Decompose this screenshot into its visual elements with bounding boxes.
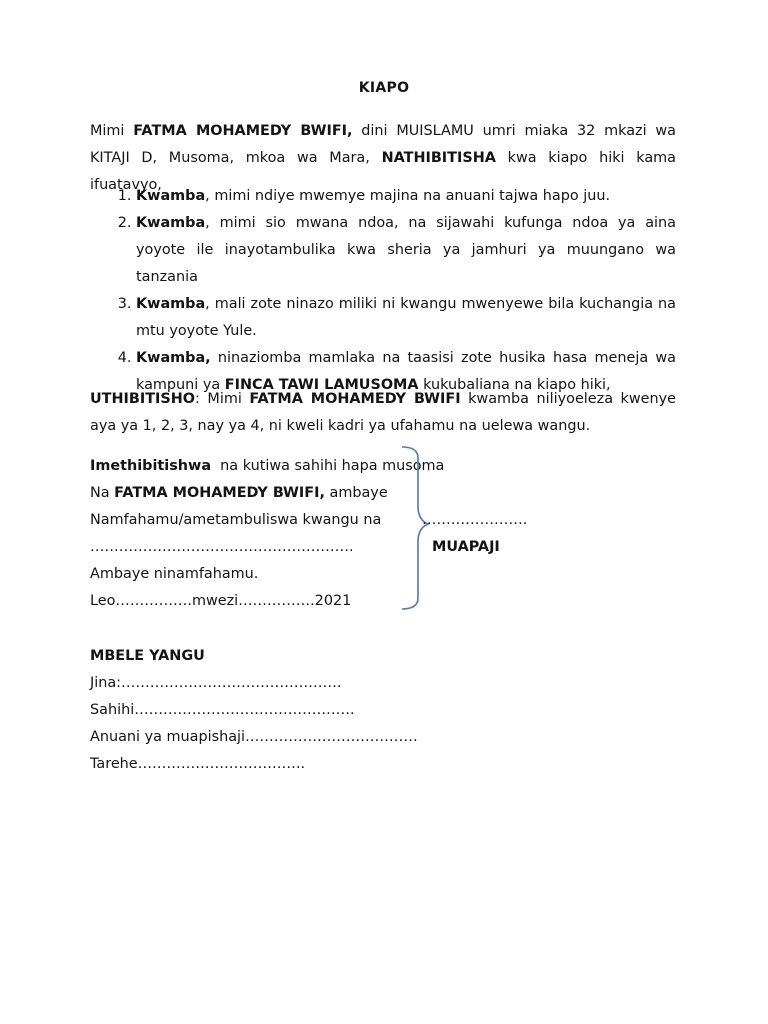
intro-text-1: Mimi <box>90 123 134 139</box>
uthibitisho-name: FATMA MOHAMEDY BWIFI <box>249 391 461 407</box>
mbele-heading: MBELE YANGU <box>90 648 205 664</box>
document-title: KIAPO <box>358 80 410 96</box>
attestation-line-4: ………………………………………………. <box>90 539 354 555</box>
attestation-line-5: Ambaye ninamfahamu. <box>90 566 259 582</box>
attestation-text: na kutiwa sahihi hapa musoma <box>211 458 445 474</box>
item-text: , mimi ndiye mwemye majina na anuani tajwa hapo juu. <box>205 188 611 204</box>
sahihi-line: Sahihi………………………………………. <box>90 702 355 718</box>
intro-text-3: kwa kiapo hiki kama ifuatavyo, <box>90 150 676 193</box>
list-item <box>136 291 676 345</box>
attestation-name: FATMA MOHAMEDY BWIFI, <box>114 485 325 501</box>
intro-verb: NATHIBITISHA <box>381 150 496 166</box>
oath-list <box>90 183 676 399</box>
anuani-line: Anuani ya muapishaji……………………………… <box>90 729 418 745</box>
item-tail: kukubaliana na kiapo hiki, <box>418 377 611 393</box>
uthibitisho-text-1: : Mimi <box>195 391 250 407</box>
item-text: ninaziomba mamlaka na taasisi zote husika hasa meneja wa kampuni ya <box>136 350 676 393</box>
item-lead: Kwamba <box>136 215 206 231</box>
jina-line: Jina:………………………………………. <box>90 675 342 691</box>
attestation-line-3: Namfahamu/ametambuliswa kwangu na <box>90 512 382 528</box>
uthibitisho-label: UTHIBITISHO <box>90 391 196 407</box>
signature-label: MUAPAJI <box>432 539 500 555</box>
item-lead: Kwamba <box>136 296 206 312</box>
tarehe-line: Tarehe…………………………….. <box>90 756 306 772</box>
attestation-text: Na <box>90 485 115 501</box>
list-item <box>136 210 676 291</box>
item-bold-org: FINCA TAWI LAMUSOMA <box>224 377 419 393</box>
attestation-line-6: Leo…………….mwezi…………….2021 <box>90 593 352 609</box>
attestation-text: ambaye <box>324 485 388 501</box>
list-item <box>136 183 676 210</box>
intro-name: FATMA MOHAMEDY BWIFI, <box>133 123 353 139</box>
item-text: , mimi sio mwana ndoa, na sijawahi kufunga ndoa ya aina yoyote ile inayotambulika kwa sheria ya jamhuri ya muungano wa tanzania <box>136 215 676 285</box>
item-lead: Kwamba <box>136 188 206 204</box>
attestation-bold: Imethibitishwa <box>90 458 212 474</box>
attestation-line-2 <box>90 480 388 507</box>
attestation-line-1 <box>90 453 444 480</box>
item-text: , mali zote ninazo miliki ni kwangu mwenyewe bila kuchangia na mtu yoyote Yule. <box>136 296 676 339</box>
uthibitisho-text-2: kwamba niliyoeleza kwenye aya ya 1, 2, 3, nay ya 4, ni kweli kadri ya ufahamu na uelewa wangu. <box>90 391 676 434</box>
uthibitisho-paragraph <box>90 386 676 440</box>
signature-dots: …………………. <box>422 512 528 528</box>
item-lead: Kwamba, <box>136 350 211 366</box>
intro-text-2: dini MUISLAMU umri miaka 32 mkazi wa KITAJI D, Musoma, mkoa wa Mara, <box>90 123 676 166</box>
